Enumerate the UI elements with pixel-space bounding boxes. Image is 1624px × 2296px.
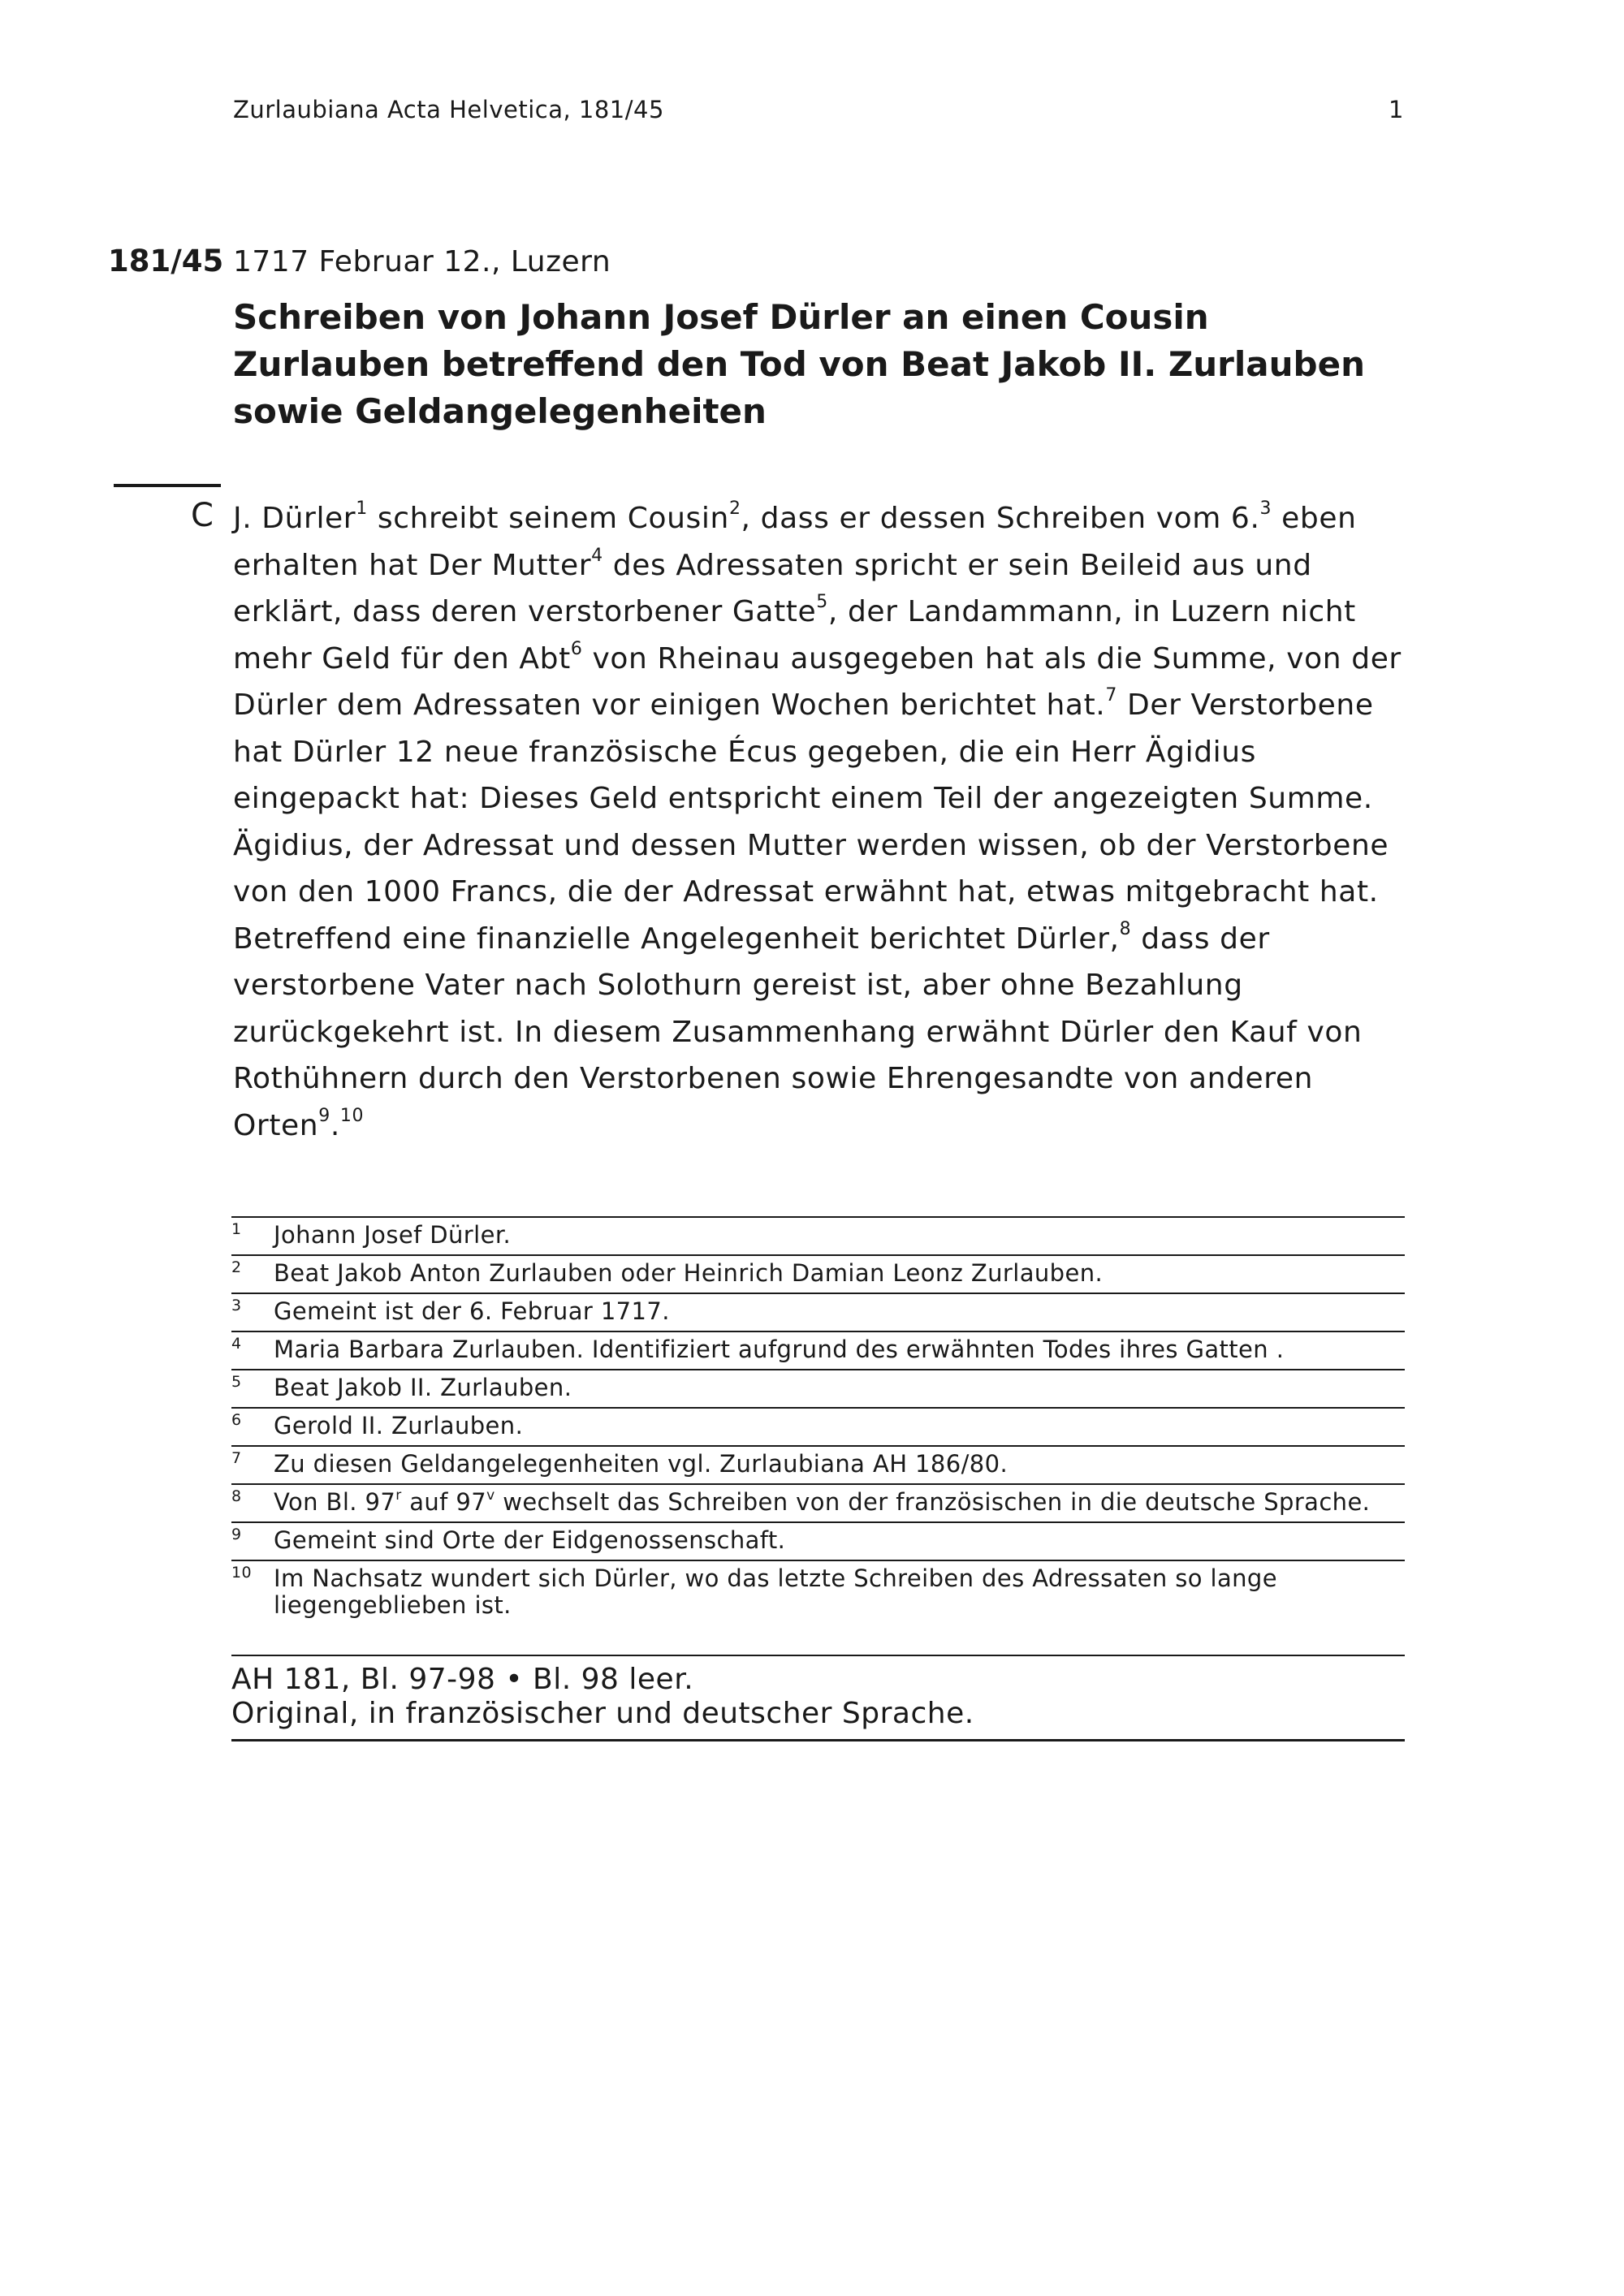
footnote-number: 1 (231, 1220, 242, 1238)
footnote-number: 6 (231, 1411, 242, 1429)
running-title: Zurlaubiana Acta Helvetica, 181/45 (233, 96, 664, 123)
footnote (231, 1331, 1405, 1369)
footnote-number: 8 (231, 1487, 242, 1505)
source-note (231, 1655, 1405, 1741)
source-description: Original, in französischer und deutscher Sprache. (231, 1697, 974, 1730)
footnote-text: Gemeint ist der 6. Februar 1717. (274, 1297, 670, 1325)
footnote-text: Maria Barbara Zurlauben. Identifiziert aufgrund des erwähnten Todes ihres Gatten . (274, 1336, 1285, 1363)
footnote-number: 7 (231, 1449, 242, 1467)
page-number: 1 (1389, 96, 1404, 123)
footnote-text: Zu diesen Geldangelegenheiten vgl. Zurlaubiana AH 186/80. (274, 1450, 1009, 1478)
document-number: 181/45 (108, 244, 224, 278)
footnotes (231, 1216, 1405, 1625)
footnote (231, 1521, 1405, 1560)
footnote-number: 10 (231, 1564, 252, 1582)
footnote-number: 3 (231, 1297, 242, 1314)
regest-paragraph-1: J. Dürler$^1$ schreibt seinem Cousin$^2$, dass er dessen Schreiben vom 6.$^3$ eben erhalten hat Der Mutter$^4$ des Adressaten spricht er sein Beileid aus und erklärt, dass deren verstorbener Gatte$^5$, der Landammann, in Luzern nicht mehr Geld für den Abt$^6$ von Rheinau ausgegeben hat als die Summe, von der Dürler dem Adressaten vor einigen Wochen berichtet hat.$^7$ Der Verstorbene hat Dürler 12 neue französische Écus gegeben, die ein Herr Ägidius eingepackt hat: Dieses Geld entspricht einem Teil der angezeigten Summe. Ägidius, der Adressat und dessen Mutter werden wissen, ob der Verstorbene von den 1000 Francs, die der Adressat erwähnt hat, etwas mitgebracht hat. (233, 498, 1402, 908)
footnote (231, 1483, 1405, 1521)
document-title: Schreiben von Johann Josef Dürler an einen Cousin Zurlauben betreffend den Tod von Beat Jakob II. Zurlauben sowie Geldangelegenheiten (233, 297, 1365, 431)
footnote-text: Im Nachsatz wundert sich Dürler, wo das letzte Schreiben des Adressaten so lange liegengeblieben ist. (274, 1564, 1277, 1619)
footnote (231, 1369, 1405, 1407)
footnote (231, 1407, 1405, 1445)
document-date-place: 1717 Februar 12., Luzern (233, 245, 611, 278)
source-signature: AH 181, Bl. 97-98 • Bl. 98 leer. (231, 1663, 694, 1696)
footnote-number: 9 (231, 1526, 242, 1543)
footnote-text: Von Bl. 97$^r$ auf 97$^v$ wechselt das Schreiben von der französischen in die deutsche Sprache. (274, 1487, 1371, 1516)
footnote-text: Gemeint sind Orte der Eidgenossenschaft. (274, 1526, 786, 1554)
footnote (231, 1445, 1405, 1483)
footnote (231, 1293, 1405, 1331)
section-divider (114, 484, 221, 487)
footnote (231, 1560, 1405, 1625)
footnote-text: Beat Jakob Anton Zurlauben oder Heinrich Damian Leonz Zurlauben. (274, 1259, 1104, 1287)
footnote (231, 1216, 1405, 1254)
footnote-number: 4 (231, 1335, 242, 1353)
footnote-number: 2 (231, 1258, 242, 1276)
regest-text (233, 495, 1419, 1149)
level-marker: C (191, 497, 214, 534)
footnote-text: Johann Josef Dürler. (274, 1221, 512, 1249)
footnote-number: 5 (231, 1373, 242, 1391)
regest-paragraph-2: Betreffend eine finanzielle Angelegenheit berichtet Dürler,$^8$ dass der verstorbene Vater nach Solothurn gereist ist, aber ohne Bezahlung zurückgekehrt ist. In diesem Zusammenhang erwähnt Dürler den Kauf von Rothühnern durch den Verstorbenen sowie Ehrengesandte von anderen Orten$^9$.$^{10}$ (233, 918, 1363, 1142)
footnote-text: Gerold II. Zurlauben. (274, 1412, 524, 1439)
footnote (231, 1254, 1405, 1293)
footnote-text: Beat Jakob II. Zurlauben. (274, 1374, 572, 1401)
